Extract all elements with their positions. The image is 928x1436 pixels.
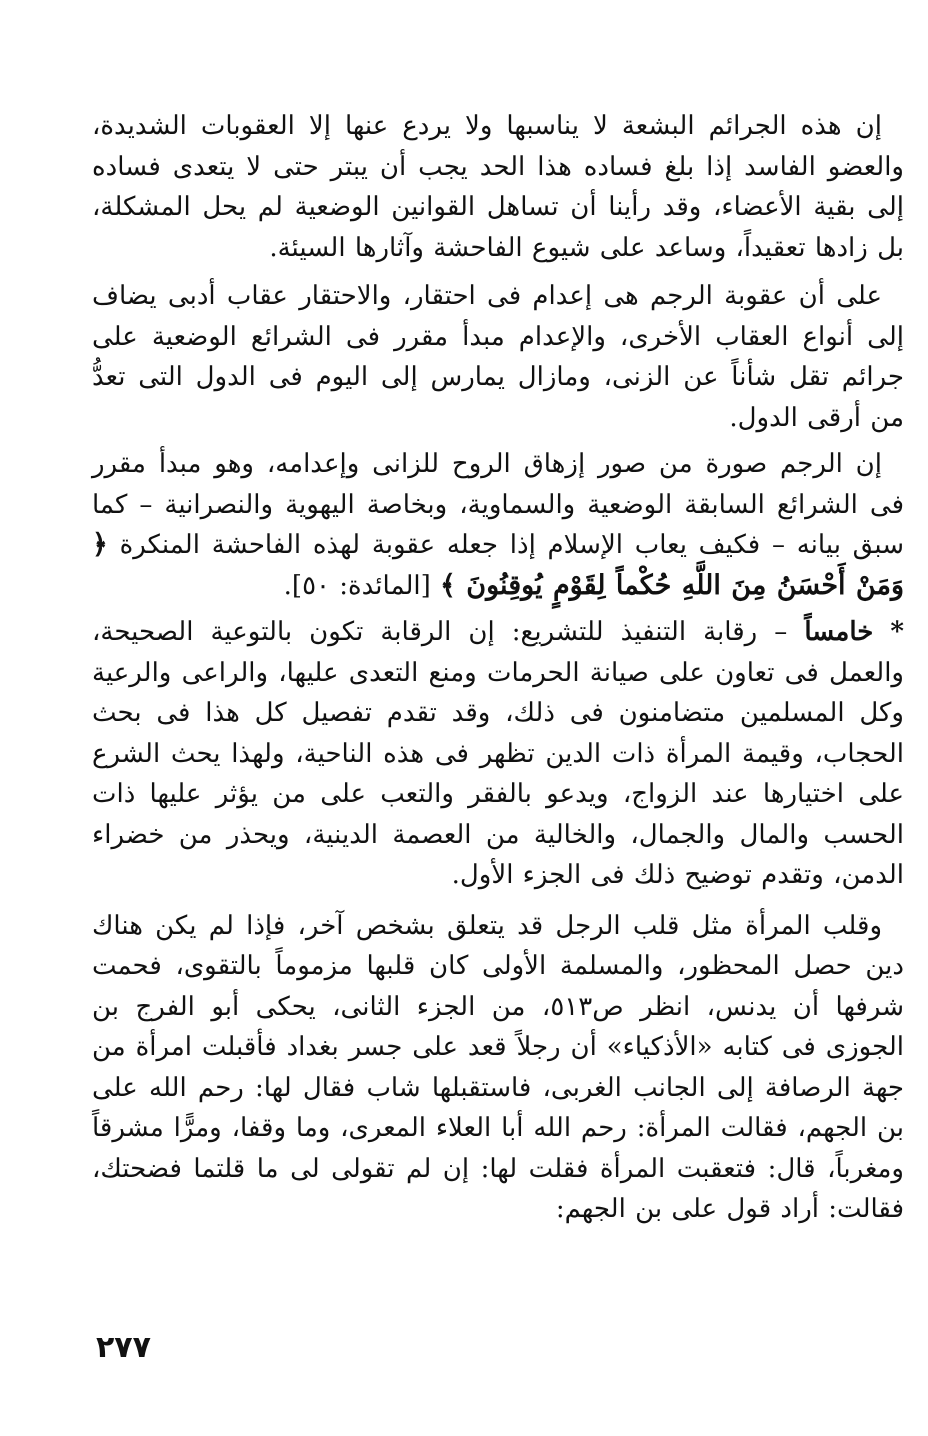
quran-citation: [المائدة: ٥٠]. [283,570,431,601]
section-heading-fifth: خامساً [804,617,874,647]
page-body [92,106,904,1406]
paragraph-3-text: إن الرجم صورة من صور إزهاق الروح للزانى وإعدامه، وهو مبدأ مقرر فى الشرائع السابقة الوضعية والسماوية، وبخاصة اليهوية والنصرانية – كما سبق بيانه – فكيف يعاب الإسلام إذا جعله عقوبة لهذه الفاحشة المنكرة [92,449,904,560]
page-number: ٢٧٧ [96,1330,151,1365]
paragraph-1 [92,106,904,268]
paragraph-2 [92,276,904,438]
paragraph-4 [92,612,904,896]
paragraph-1-text: إن هذه الجرائم البشعة لا يناسبها ولا يردع عنها إلا العقوبات الشديدة، والعضو الفاسد إذا بلغ فساده هذا الحد يجب أن يبتر حتى لا يتعدى فساده إلى بقية الأعضاء، وقد رأينا أن تساهل القوانين الوضعية لم يحل المشكلة، بل زادها تعقيداً، وساعد على شيوع الفاحشة وآثارها السيئة. [92,111,904,263]
asterisk-bullet: * [890,617,905,647]
paragraph-5-text: وقلب المرأة مثل قلب الرجل قد يتعلق بشخص آخر، فإذا لم يكن هناك دين حصل المحظور، والمسلمة الأولى كان قلبها مزموماً بالتقوى، فحمت شرفها أن يدنس، انظر ص٥١٣، من الجزء الثانى، يحكى أبو الفرج بن الجوزى فى كتابه «الأذكياء» أن رجلاً قعد على جسر بغداد فأقبلت امرأة من جهة الرصافة إلى الجانب الغربى، فاستقبلها شاب فقال لها: رحم الله على بن الجهم، فقالت المرأة: رحم الله أبا العلاء المعرى، وما وقفا، ومرًّا مشرقاً ومغرباً، قال: فتعقبت المرأة فقلت لها: إن لم تقولى لى ما قلتما فضحتك، فقالت: أراد قول على بن الجهم: [92,910,904,1224]
quran-verse: ﴿ وَمَنْ أَحْسَنُ مِنَ اللَّهِ حُكْماً لِقَوْمٍ يُوقِنُونَ ﴾ [92,529,904,601]
paragraph-4-text: – رقابة التنفيذ للتشريع: إن الرقابة تكون بالتوعية الصحيحة، والعمل فى تعاون على صيانة الحرمات ومنع التعدى عليها، والراعى والرعية وكل المسلمين متضامنون فى ذلك، وقد تقدم تفصيل كل هذا فى بحث الحجاب، وقيمة المرأة ذات الدين تظهر فى هذه الناحية، ولهذا يحث الشرع على اختيارها عند الزواج، ويدعو بالفقر والتعب على من يؤثر عليها ذات الحسب والمال والجمال، والخالية من العصمة الدينية، ويحذر من خضراء الدمن، وتقدم توضيح ذلك فى الجزء الأول. [92,617,904,890]
paragraph-3 [92,444,904,606]
paragraph-2-text: على أن عقوبة الرجم هى إعدام فى احتقار، والاحتقار عقاب أدبى يضاف إلى أنواع العقاب الأخرى، والإعدام مبدأ مقرر فى الشرائع الوضعية على جرائم تقل شأناً عن الزنى، ومازال يمارس إلى اليوم فى الدول التى تعدُّ من أرقى الدول. [92,281,904,433]
paragraph-5 [92,906,904,1230]
